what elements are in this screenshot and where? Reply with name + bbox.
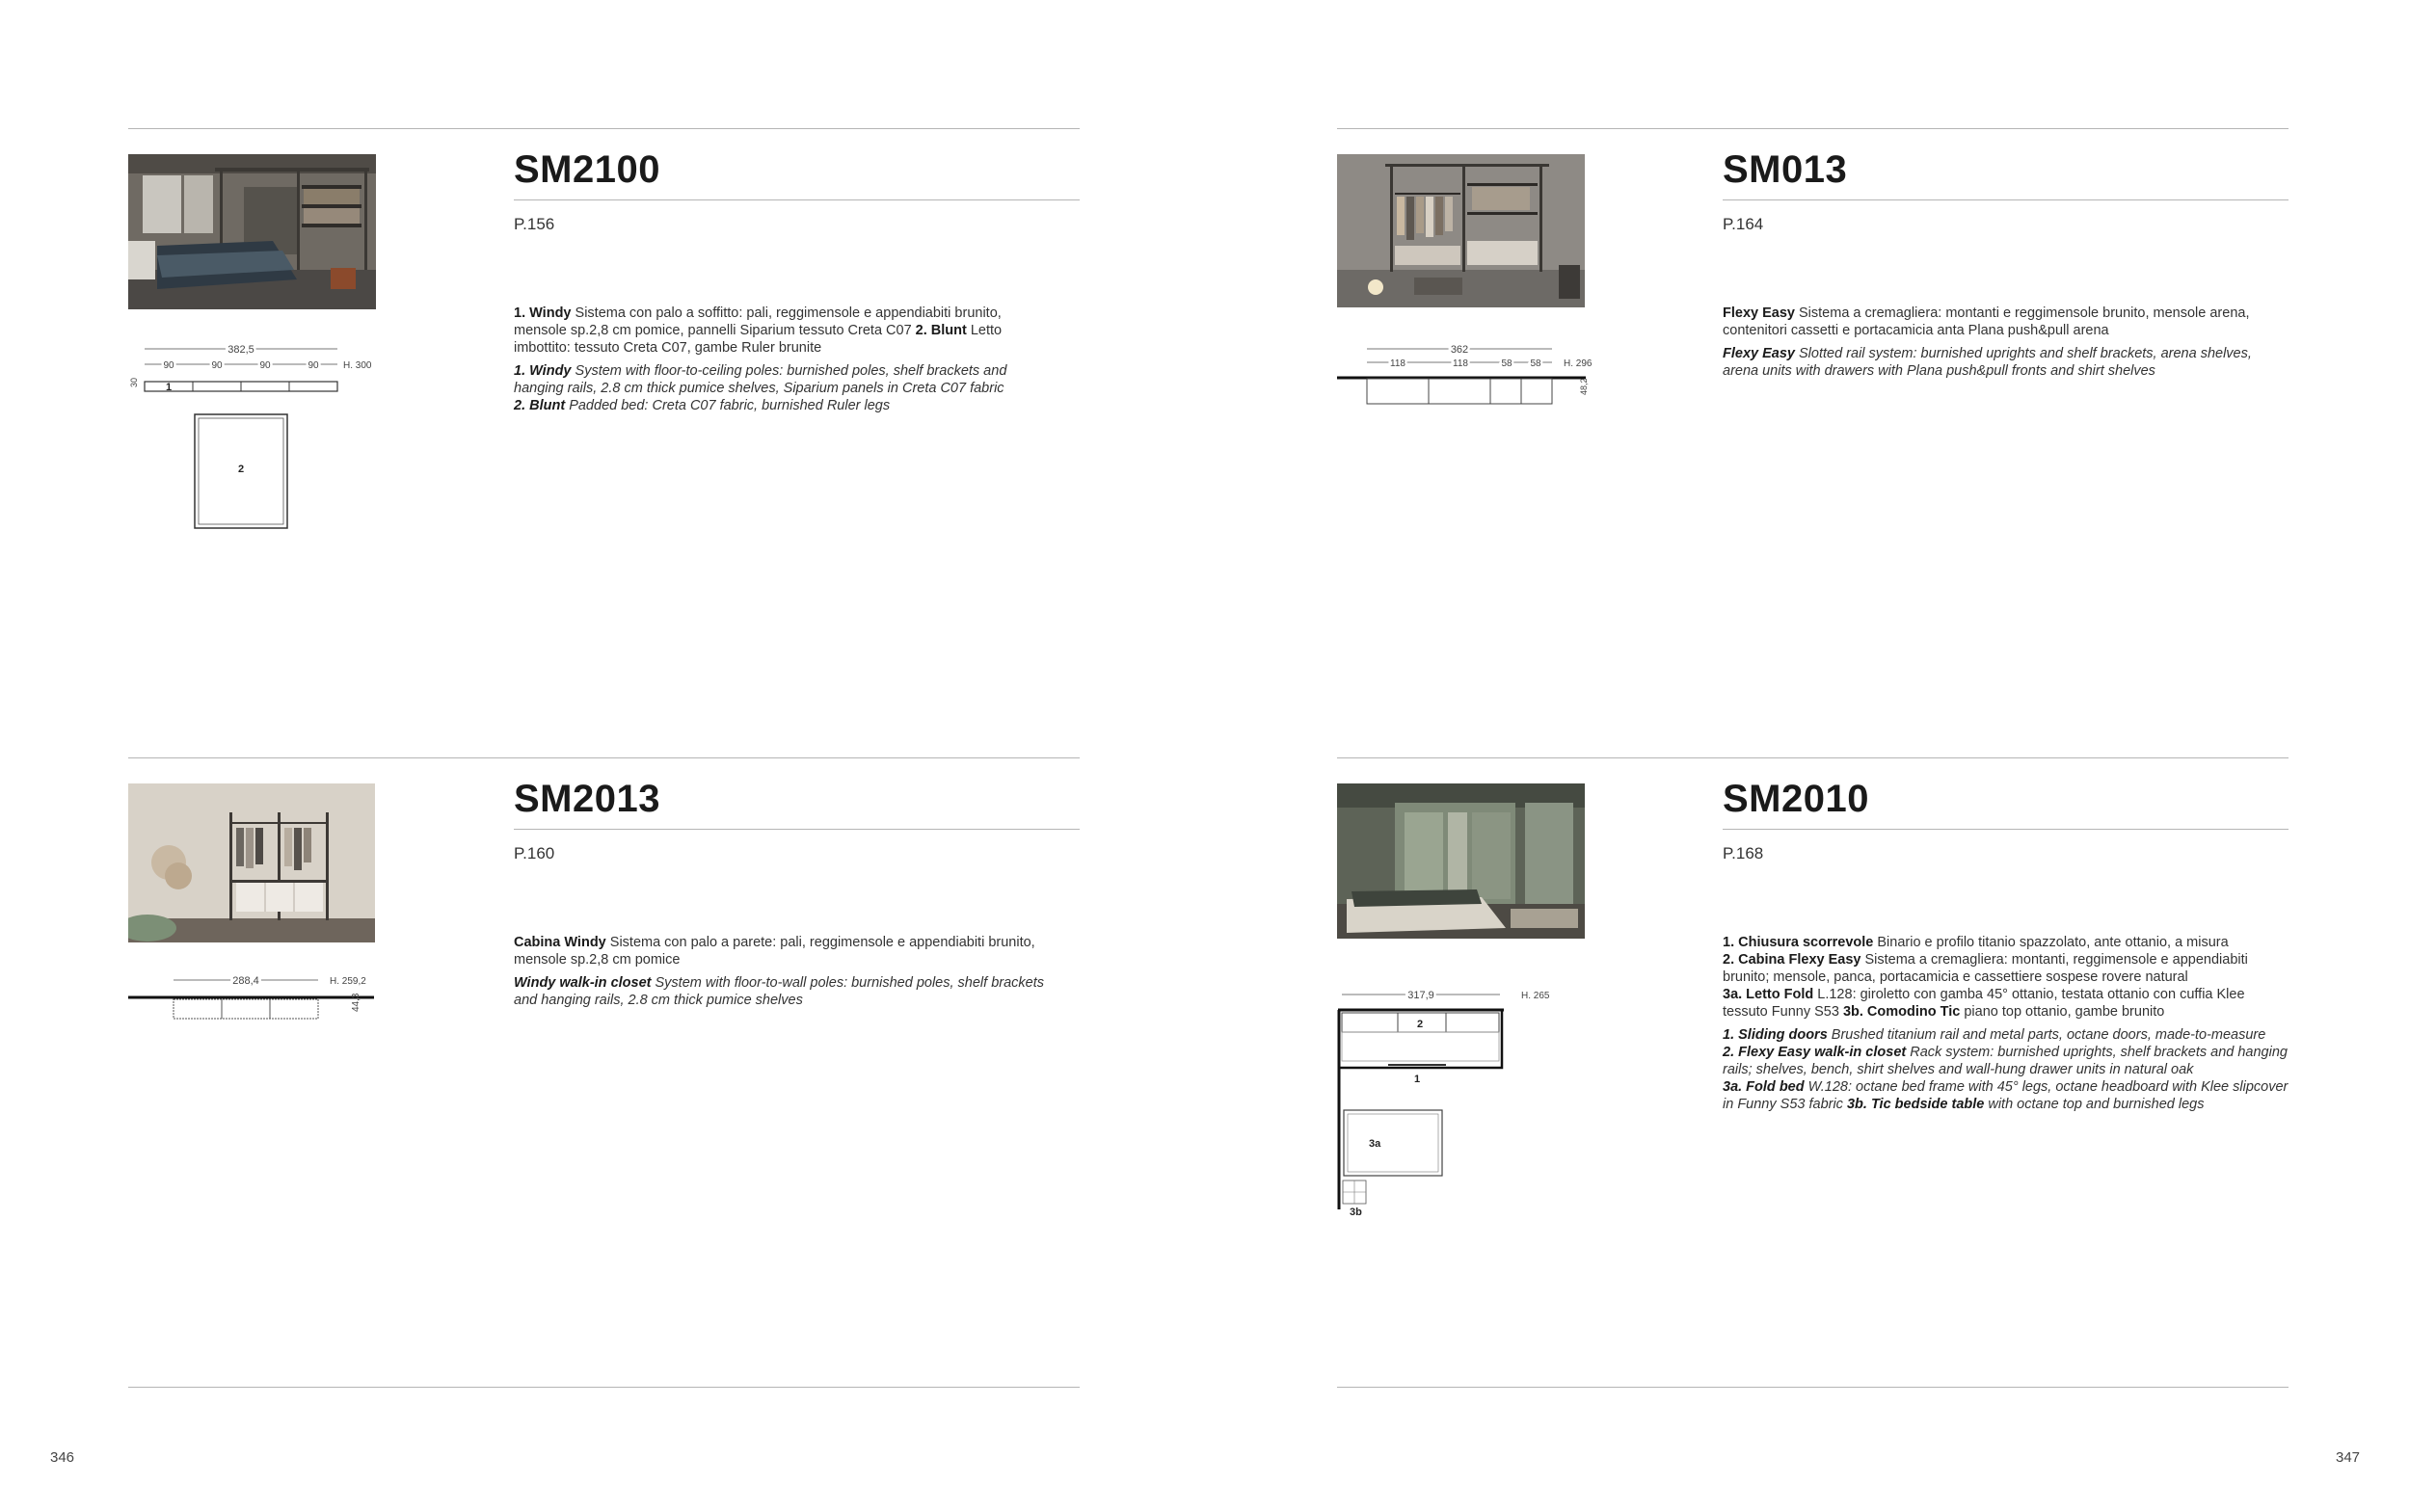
description-text: piano top ottanio, gambe brunito — [1960, 1004, 2165, 1020]
description-text: L.128: giroletto con gamba 45° ottanio, testata ottanio con cuffia Klee tessuto Funny S53 — [1723, 987, 2245, 1020]
dimension-height: H. 265 — [1521, 991, 1550, 1001]
description-text: Sistema con palo a parete: pali, reggimensole e appendiabiti brunito, mensole sp.2,8 cm pomice — [514, 935, 1035, 968]
description-lead: 2. Cabina Flexy Easy — [1723, 952, 1861, 968]
description-lead: 1. Sliding doors — [1723, 1027, 1828, 1043]
description-text: W.128: octane bed frame with 45° legs, octane headboard with Klee slipcover in Funny S53 fabric — [1723, 1079, 2289, 1112]
description-lead: 2. Flexy Easy walk-in closet — [1723, 1045, 1907, 1060]
floorplan-sm2013 — [125, 964, 395, 1041]
plan-label-3b: 3b — [1350, 1207, 1362, 1218]
description-english — [514, 974, 1054, 1009]
product-description-sm2013 — [514, 934, 1054, 1015]
description-text: with octane top and burnished legs — [1984, 1097, 2205, 1112]
dimension-depth: 30 — [129, 377, 139, 387]
floorplan-sm013 — [1330, 337, 1610, 414]
product-code-sm2013: SM2013 — [514, 778, 660, 820]
plan-label-2: 2 — [1416, 1019, 1424, 1030]
dimension-height: H. 259,2 — [330, 976, 366, 987]
description-english — [1723, 345, 2272, 380]
description-english — [1723, 1026, 2291, 1113]
description-text: Sistema a cremagliera: montanti, reggimensole e appendiabiti brunito; mensole, panca, portacamicia e cassettiere sospese rovere natural — [1723, 952, 2248, 985]
dimension-module-4: 90 — [308, 360, 319, 371]
description-text: System with floor-to-ceiling poles: burnished poles, shelf brackets and hanging rails, 2.8 cm thick pumice shelves, Siparium panels in Creta C07 fabric — [514, 363, 1007, 396]
dimension-height: H. 300 — [343, 360, 372, 371]
product-photo-bedroom-shelving — [128, 154, 376, 309]
description-lead: 1. Windy — [514, 305, 572, 321]
description-lead: 3b. Tic bedside table — [1846, 1097, 1985, 1112]
product-code-sm2100: SM2100 — [514, 148, 660, 191]
title-underline-sm013 — [1723, 199, 2289, 200]
description-english — [514, 362, 1054, 414]
description-lead: Flexy Easy — [1723, 305, 1795, 321]
description-italian — [514, 305, 1054, 357]
product-photo-bedroom-sliding-doors — [1337, 783, 1585, 939]
dimension-total: 362 — [1450, 344, 1469, 356]
product-description-sm2010 — [1723, 934, 2291, 1119]
product-photo-wall-closet — [128, 783, 375, 942]
description-text: Rack system: burnished uprights, shelf brackets and hanging rails; shelves, bench, shirt shelves and wall-hung drawer units in natural oak — [1723, 1045, 2288, 1077]
plan-label-3a: 3a — [1369, 1138, 1381, 1150]
product-description-sm013 — [1723, 305, 2272, 385]
dimension-height: H. 296 — [1564, 358, 1593, 369]
description-italian — [1723, 305, 2272, 339]
dimension-module-3: 90 — [259, 360, 271, 371]
bottom-rule-left — [128, 1387, 1080, 1388]
floorplan-sm2010 — [1330, 983, 1571, 1224]
description-text: Sistema con palo a soffitto: pali, reggimensole e appendiabiti brunito, mensole sp.2,8 cm pomice, pannelli Siparium tessuto Creta C07 — [514, 305, 1002, 338]
product-code-sm2010: SM2010 — [1723, 778, 1869, 820]
description-lead: 2. Blunt — [915, 323, 967, 338]
description-text: Brushed titanium rail and metal parts, octane doors, made-to-measure — [1827, 1027, 2266, 1043]
description-lead: Windy walk-in closet — [514, 975, 652, 991]
page-number-left: 346 — [50, 1449, 75, 1466]
description-italian — [1723, 934, 2291, 1021]
dimension-total: 288,4 — [232, 975, 259, 987]
dimension-depth: 44,3 — [351, 993, 361, 1012]
middle-rule-left — [128, 757, 1080, 758]
page-number-right: 347 — [2336, 1449, 2361, 1466]
description-text: Sistema a cremagliera: montanti e reggimensole brunito, mensole arena, contenitori cassetti e portacamicia anta Plana push&pull arena — [1723, 305, 2250, 338]
plan-label-2: 2 — [237, 464, 245, 475]
description-lead: 1. Windy — [514, 363, 572, 379]
page-reference-sm2100: P.156 — [514, 215, 555, 233]
description-text: Letto imbottito: tessuto Creta C07, gambe Ruler brunite — [514, 323, 1003, 356]
dimension-module-4: 58 — [1530, 358, 1541, 369]
description-text: Binario e profilo titanio spazzolato, ante ottanio, a misura — [1873, 935, 2229, 950]
middle-rule-right — [1337, 757, 2289, 758]
dimension-module-2: 90 — [211, 360, 223, 371]
product-description-sm2100 — [514, 305, 1054, 420]
page-reference-sm2010: P.168 — [1723, 844, 1764, 862]
floorplan-sm2100 — [116, 337, 395, 540]
product-photo-walkin-shelving — [1337, 154, 1585, 307]
description-lead: Cabina Windy — [514, 935, 606, 950]
product-code-sm013: SM013 — [1723, 148, 1848, 191]
description-lead: 3a. Fold bed — [1723, 1079, 1805, 1095]
dimension-module-2: 118 — [1453, 358, 1468, 369]
description-text: System with floor-to-wall poles: burnished poles, shelf brackets and hanging rails, 2.8 cm thick pumice shelves — [514, 975, 1045, 1008]
top-rule-right — [1337, 128, 2289, 129]
title-underline-sm2100 — [514, 199, 1080, 200]
dimension-module-1: 90 — [163, 360, 174, 371]
dimension-depth: 48,2 — [1579, 378, 1589, 395]
description-lead: 2. Blunt — [514, 398, 566, 413]
title-underline-sm2013 — [514, 829, 1080, 830]
description-text: Slotted rail system: burnished uprights and shelf brackets, arena shelves, arena units with drawers with Plana push&pull fronts and shirt shelves — [1723, 346, 2252, 379]
page-reference-sm013: P.164 — [1723, 215, 1764, 233]
dimension-total: 317,9 — [1407, 990, 1434, 1001]
description-lead: Flexy Easy — [1723, 346, 1795, 361]
description-italian — [514, 934, 1054, 968]
description-lead: 3a. Letto Fold — [1723, 987, 1814, 1002]
plan-label-1: 1 — [166, 382, 173, 393]
dimension-total: 382,5 — [228, 344, 254, 356]
dimension-module-3: 58 — [1501, 358, 1512, 369]
title-underline-sm2010 — [1723, 829, 2289, 830]
description-text: Padded bed: Creta C07 fabric, burnished Ruler legs — [565, 398, 891, 413]
dimension-module-1: 118 — [1390, 358, 1405, 369]
plan-label-1: 1 — [1413, 1074, 1421, 1085]
description-lead: 1. Chiusura scorrevole — [1723, 935, 1874, 950]
description-lead: 3b. Comodino Tic — [1842, 1004, 1961, 1020]
top-rule-left — [128, 128, 1080, 129]
page-reference-sm2013: P.160 — [514, 844, 555, 862]
bottom-rule-right — [1337, 1387, 2289, 1388]
